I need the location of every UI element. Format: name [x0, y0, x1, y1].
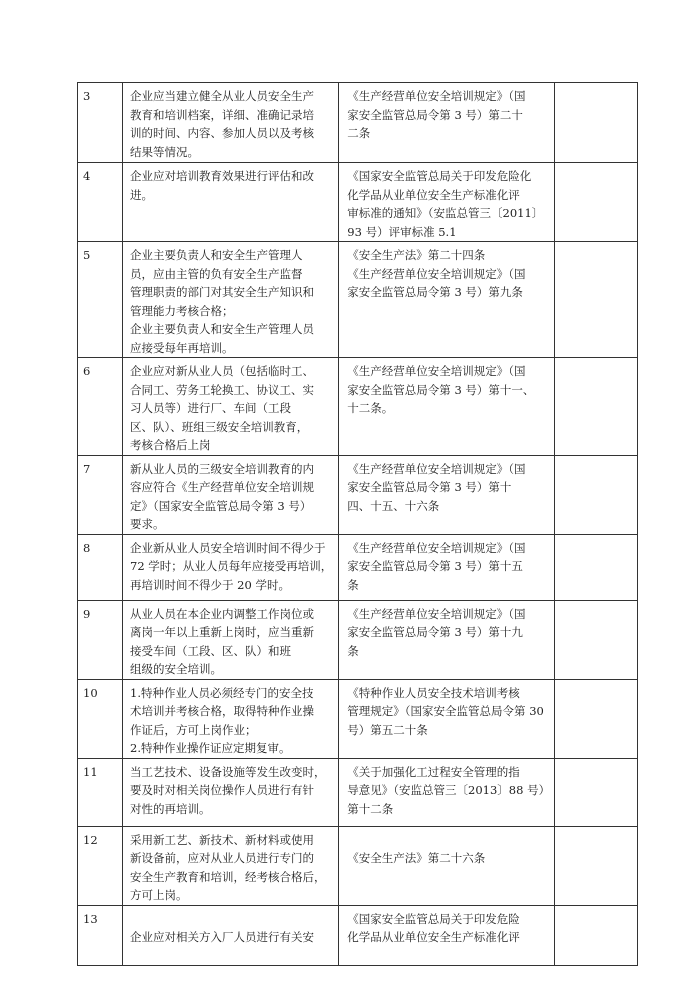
requirement-line: 2.特种作业操作证应定期复审。 [130, 741, 291, 755]
remarks-cell [555, 534, 638, 600]
requirement-line: 合同工、劳务工轮换工、协议工、实 [130, 382, 314, 397]
legal-basis-line: 《国家安全监管总局关于印发危险化 [347, 169, 532, 183]
legal-basis-line: 化学品从业单位安全生产标准化评 [347, 187, 520, 202]
requirement-line: 72 学时；从业人员每年应接受再培训， [130, 559, 333, 573]
legal-basis-line: 审标准的通知》（安监总管三〔2011〕 [347, 206, 544, 220]
requirement-line: 采用新工艺、新技术、新材料或使用 [130, 832, 314, 847]
requirement-line: 企业主要负责人和安全生产管理人 [130, 248, 303, 262]
legal-basis-line: 93 号）评审标准 5.1 [347, 224, 457, 239]
requirement-line: 定》（国家安全监管总局令第 3 号） [130, 498, 312, 513]
remarks-cell [555, 905, 638, 965]
row-number: 13 [78, 905, 123, 965]
requirement-line: 术培训并考核合格，取得特种作业操 [130, 704, 314, 718]
legal-basis-line: 条 [347, 577, 359, 592]
requirement-line: 结果等情况。 [130, 144, 199, 159]
legal-basis-cell [339, 83, 555, 163]
requirement-line: 当工艺技术、设备设施等发生改变时， [130, 764, 326, 779]
legal-basis-line: 《生产经营单位安全培训规定》（国 [347, 364, 526, 378]
legal-basis-line: 《生产经营单位安全培训规定》（国 [347, 606, 526, 621]
requirement-line: 离岗一年以上重新上岗时，应当重新 [130, 625, 314, 639]
requirement-cell [123, 826, 339, 905]
requirement-line: 新设备前，应对从业人员进行专门的 [130, 851, 314, 865]
legal-basis-cell [339, 758, 555, 826]
row-number: 12 [78, 826, 123, 905]
requirement-line: 管理能力考核合格； [130, 303, 234, 318]
requirement-cell [123, 679, 339, 758]
table-row [78, 905, 638, 965]
remarks-cell [555, 83, 638, 163]
remarks-cell [555, 600, 638, 679]
requirement-cell [123, 455, 339, 534]
legal-basis-line: 第十二条 [347, 801, 394, 816]
legal-basis-line: 《关于加强化工过程安全管理的指 [347, 764, 520, 779]
requirement-line: 企业应对培训教育效果进行评估和改 [130, 169, 314, 183]
requirement-line: 安全生产教育和培训，经考核合格后， [130, 869, 326, 884]
requirement-cell [123, 905, 339, 965]
legal-basis-line: 家安全监管总局令第 3 号）第十九 [347, 625, 523, 639]
remarks-cell [555, 163, 638, 242]
requirement-cell [123, 163, 339, 242]
legal-basis-line: 《安全生产法》第二十六条 [347, 851, 486, 865]
requirement-line: 企业新从业人员安全培训时间不得少于 [130, 540, 326, 555]
row-number: 7 [78, 455, 123, 534]
requirement-line: 员，应由主管的负有安全生产监督 [130, 266, 303, 281]
legal-basis-line: 家安全监管总局令第 3 号）第二十 [347, 107, 523, 122]
remarks-cell [555, 358, 638, 456]
legal-basis-line: 管理规定》（国家安全监管总局令第 30 [347, 704, 544, 718]
requirement-line: 要及时对相关岗位操作人员进行有针 [130, 783, 314, 797]
row-number: 4 [78, 163, 123, 242]
legal-basis-line: 家安全监管总局令第 3 号）第十五 [347, 559, 523, 573]
table-row [78, 679, 638, 758]
requirement-cell [123, 83, 339, 163]
requirement-line: 再培训时间不得少于 20 学时。 [130, 577, 290, 592]
requirement-cell [123, 600, 339, 679]
legal-basis-cell [339, 455, 555, 534]
requirement-line: 新从业人员的三级安全培训教育的内 [130, 461, 314, 476]
table-row [78, 358, 638, 456]
table-row [78, 758, 638, 826]
legal-basis-line: 号）第五二十条 [347, 722, 428, 737]
legal-basis-cell [339, 826, 555, 905]
requirement-line: 训的时间、内容、参加人员以及考核 [130, 126, 314, 140]
legal-basis-cell [339, 163, 555, 242]
requirement-line: 企业应对新从业人员（包括临时工、 [130, 364, 314, 378]
requirement-line: 容应符合《生产经营单位安全培训规 [130, 480, 314, 494]
legal-basis-line: 四、十五、十六条 [347, 498, 440, 513]
remarks-cell [555, 758, 638, 826]
requirement-line: 企业应当建立健全从业人员安全生产 [130, 89, 314, 103]
requirement-line: 管理职责的部门对其安全生产知识和 [130, 285, 314, 299]
row-number: 9 [78, 600, 123, 679]
requirement-line: 进。 [130, 187, 153, 202]
requirement-line: 习人员等）进行厂、车间（工段 [130, 401, 291, 415]
row-number: 10 [78, 679, 123, 758]
legal-basis-line: 化学品从业单位安全生产标准化评 [347, 930, 520, 944]
requirement-line [130, 910, 332, 929]
legal-basis-line: 十二条。 [347, 401, 394, 415]
legal-basis-line: 家安全监管总局令第 3 号）第十一、 [347, 382, 535, 397]
legal-basis-cell [339, 679, 555, 758]
table-row [78, 826, 638, 905]
requirement-line: 区、队）、班组三级安全培训教育， [130, 419, 309, 434]
requirement-cell [123, 242, 339, 358]
legal-basis-cell [339, 358, 555, 456]
legal-basis-line: 《安全生产法》第二十四条 [347, 248, 486, 262]
requirement-line: 组级的安全培训。 [130, 662, 222, 676]
requirement-line: 考核合格后上岗 [130, 438, 211, 452]
row-number: 6 [78, 358, 123, 456]
legal-basis-line: 《特种作业人员安全技术培训考核 [347, 685, 520, 700]
requirement-cell [123, 358, 339, 456]
table-row [78, 455, 638, 534]
requirement-line: 从业人员在本企业内调整工作岗位或 [130, 606, 314, 621]
legal-basis-line: 导意见》（安监总管三〔2013〕88 号） [347, 783, 551, 797]
requirement-line: 教育和培训档案，详细、准确记录培 [130, 107, 314, 122]
row-number: 5 [78, 242, 123, 358]
table-row [78, 83, 638, 163]
table-row [78, 163, 638, 242]
requirement-line: 接受车间（工段、区、队）和班 [130, 643, 291, 658]
row-number: 11 [78, 758, 123, 826]
legal-basis-cell [339, 600, 555, 679]
remarks-cell [555, 455, 638, 534]
legal-basis-line: 《生产经营单位安全培训规定》（国 [347, 461, 526, 476]
legal-basis-line: 《国家安全监管总局关于印发危险 [347, 911, 520, 926]
requirement-cell [123, 758, 339, 826]
row-number: 3 [78, 83, 123, 163]
legal-basis-cell [339, 905, 555, 965]
table-row [78, 600, 638, 679]
requirement-line: 应接受每年再培训。 [130, 340, 234, 355]
legal-basis-line: 家安全监管总局令第 3 号）第九条 [347, 285, 523, 299]
legal-basis-line: 二条 [347, 126, 371, 140]
requirement-line: 1.特种作业人员必须经专门的安全技 [130, 685, 314, 700]
legal-basis-line [347, 831, 550, 850]
regulation-table [77, 82, 638, 966]
remarks-cell [555, 242, 638, 358]
row-number: 8 [78, 534, 123, 600]
legal-basis-line: 条 [347, 643, 359, 658]
remarks-cell [555, 679, 638, 758]
requirement-line: 要求。 [130, 517, 165, 531]
legal-basis-cell [339, 534, 555, 600]
requirement-line: 对性的再培训。 [130, 801, 211, 816]
legal-basis-line: 《生产经营单位安全培训规定》（国 [347, 266, 526, 281]
requirement-line: 作证后，方可上岗作业； [130, 722, 257, 737]
legal-basis-line: 家安全监管总局令第 3 号）第十 [347, 480, 512, 494]
legal-basis-line: 《生产经营单位安全培训规定》（国 [347, 89, 526, 103]
remarks-cell [555, 826, 638, 905]
table-row [78, 242, 638, 358]
legal-basis-cell [339, 242, 555, 358]
requirement-line: 方可上岗。 [130, 888, 188, 902]
requirement-line: 企业应对相关方入厂人员进行有关安 [130, 930, 314, 944]
requirement-cell [123, 534, 339, 600]
requirement-line: 企业主要负责人和安全生产管理人员 [130, 322, 314, 336]
legal-basis-line: 《生产经营单位安全培训规定》（国 [347, 540, 526, 555]
table-row [78, 534, 638, 600]
